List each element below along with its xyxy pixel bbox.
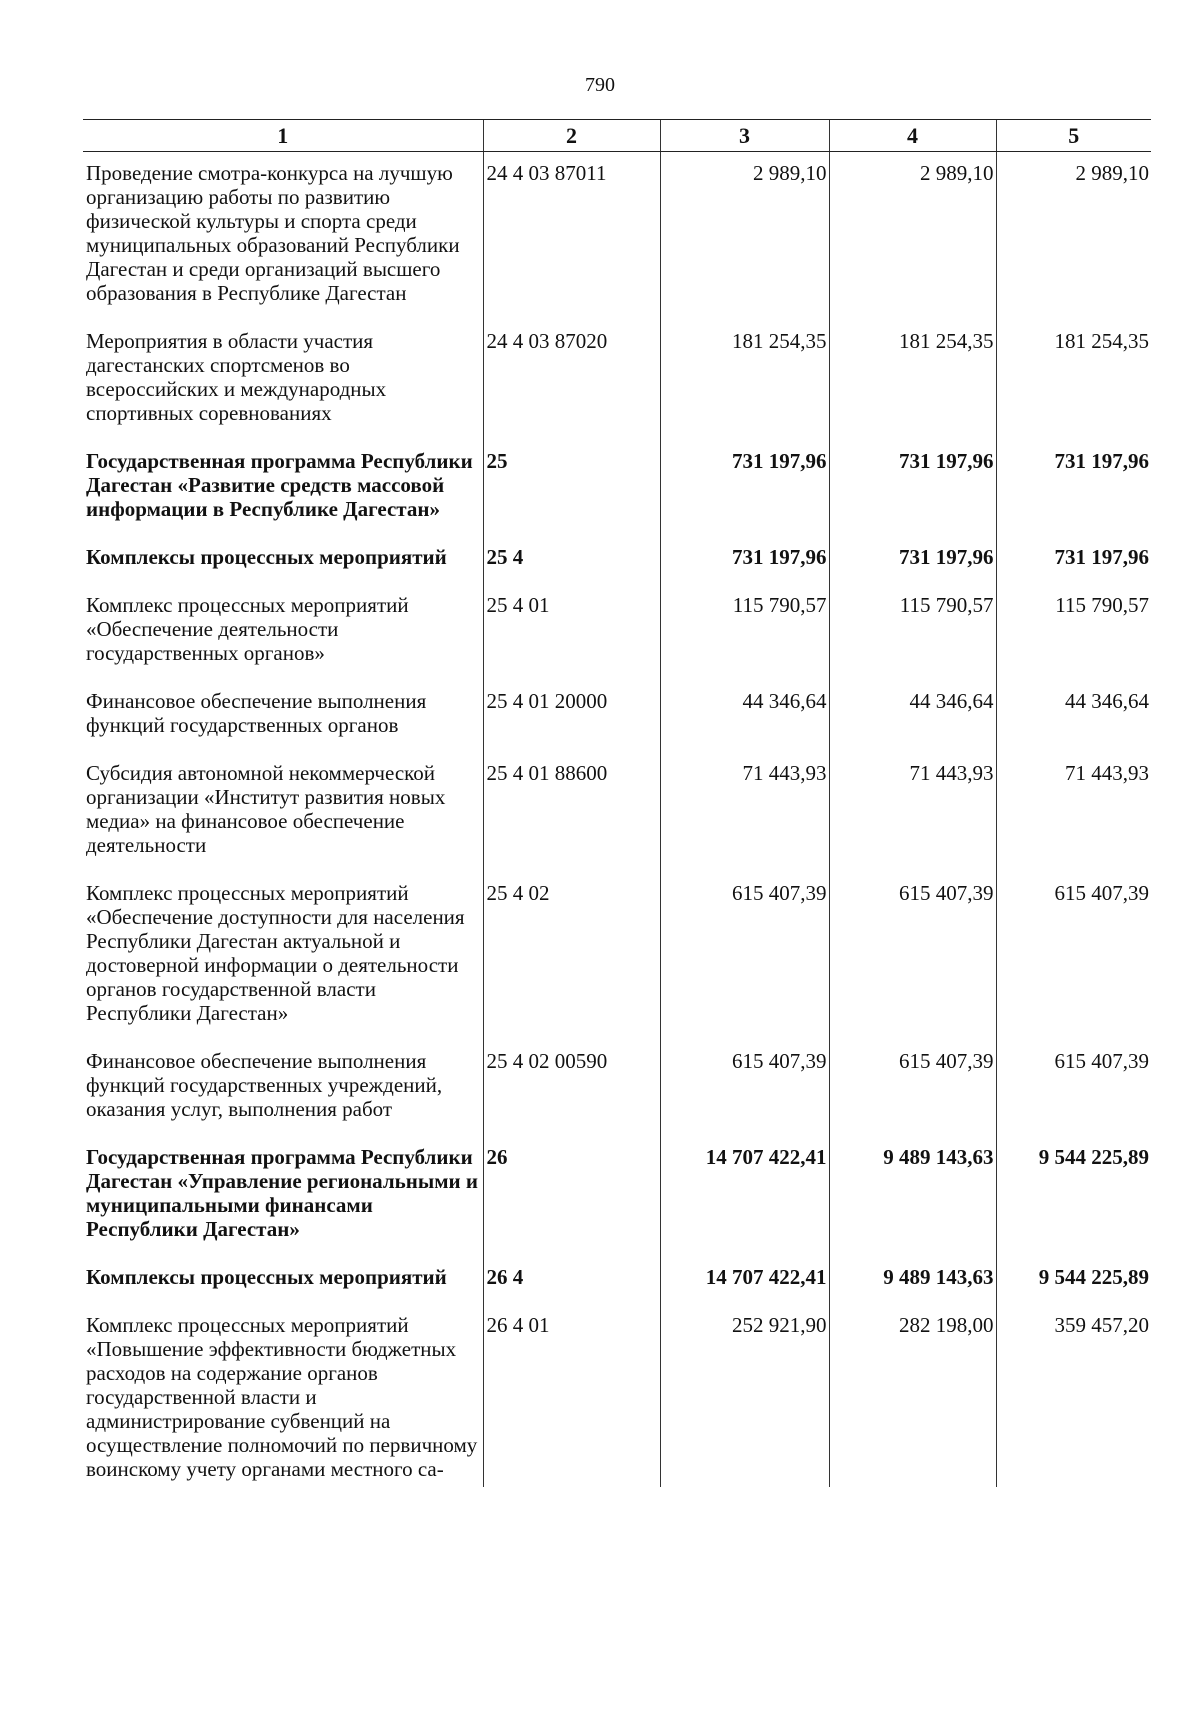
row-value-col5: 615 407,39 [996, 1040, 1151, 1136]
table-row [83, 320, 1151, 440]
row-value-col4: 9 489 143,63 [829, 1136, 996, 1256]
row-name-cell: Комплексы процессных мероприятий [86, 1265, 447, 1289]
row-value-col3: 14 707 422,41 [660, 1256, 829, 1304]
row-value-col5: 71 443,93 [996, 752, 1151, 872]
page-number: 790 [585, 74, 615, 96]
table-row [83, 872, 1151, 1040]
row-name-cell: Проведение смотра-конкурса на лучшую организацию работы по развитию физической культуры и спорта среди муниципальных образований Республики Дагестан и среди организаций высшего образования в Республике Дагестан [86, 161, 460, 305]
row-value-col4: 731 197,96 [829, 536, 996, 584]
column-header-3: 3 [660, 120, 829, 152]
row-value-col4: 115 790,57 [829, 584, 996, 680]
row-value-col5: 615 407,39 [996, 872, 1151, 1040]
row-code-cell: 25 4 [483, 536, 660, 584]
column-header-4: 4 [829, 120, 996, 152]
row-name-cell: Государственная программа Республики Дагестан «Управление региональными и муниципальными финансами Республики Дагестан» [86, 1145, 478, 1241]
row-value-col5: 181 254,35 [996, 320, 1151, 440]
table-row [83, 1040, 1151, 1136]
row-value-col5: 115 790,57 [996, 584, 1151, 680]
table-row [83, 680, 1151, 752]
row-value-col3: 731 197,96 [660, 440, 829, 536]
row-name-cell: Комплекс процессных мероприятий «Повышение эффективности бюджетных расходов на содержание органов государственной власти и администрирование субвенций на осуществление полномочий по первичному воинскому учету органами местного са- [86, 1313, 478, 1481]
table-row [83, 536, 1151, 584]
row-value-col4: 615 407,39 [829, 1040, 996, 1136]
row-value-col4: 9 489 143,63 [829, 1256, 996, 1304]
row-value-col5: 731 197,96 [996, 536, 1151, 584]
column-header-5: 5 [996, 120, 1151, 152]
row-value-col5: 359 457,20 [996, 1304, 1151, 1487]
row-value-col4: 71 443,93 [829, 752, 996, 872]
table-row [83, 584, 1151, 680]
row-value-col5: 9 544 225,89 [996, 1256, 1151, 1304]
row-value-col4: 2 989,10 [829, 152, 996, 321]
row-value-col3: 71 443,93 [660, 752, 829, 872]
row-value-col5: 2 989,10 [996, 152, 1151, 321]
row-value-col5: 9 544 225,89 [996, 1136, 1151, 1256]
row-name-cell: Субсидия автономной некоммерческой организации «Институт развития новых медиа» на финансовое обеспечение деятельности [86, 761, 446, 857]
row-code-cell: 26 4 01 [483, 1304, 660, 1487]
row-code-cell: 25 4 01 20000 [483, 680, 660, 752]
row-name-cell: Финансовое обеспечение выполнения функций государственных органов [86, 689, 427, 737]
row-value-col4: 282 198,00 [829, 1304, 996, 1487]
row-value-col4: 615 407,39 [829, 872, 996, 1040]
table-row [83, 752, 1151, 872]
row-name-cell: Государственная программа Республики Дагестан «Развитие средств массовой информации в Республике Дагестан» [86, 449, 473, 521]
column-header-2: 2 [483, 120, 660, 152]
row-value-col4: 44 346,64 [829, 680, 996, 752]
table-row [83, 440, 1151, 536]
row-code-cell: 25 4 01 88600 [483, 752, 660, 872]
column-header-1: 1 [83, 120, 483, 152]
row-code-cell: 26 [483, 1136, 660, 1256]
table-row [83, 1304, 1151, 1487]
row-value-col4: 731 197,96 [829, 440, 996, 536]
row-value-col3: 115 790,57 [660, 584, 829, 680]
row-code-cell: 25 4 01 [483, 584, 660, 680]
row-value-col3: 2 989,10 [660, 152, 829, 321]
table-row [83, 1256, 1151, 1304]
row-value-col3: 44 346,64 [660, 680, 829, 752]
row-value-col3: 615 407,39 [660, 1040, 829, 1136]
row-code-cell: 26 4 [483, 1256, 660, 1304]
row-code-cell: 25 4 02 00590 [483, 1040, 660, 1136]
row-code-cell: 24 4 03 87011 [483, 152, 660, 321]
table-header [83, 120, 1151, 152]
row-value-col3: 181 254,35 [660, 320, 829, 440]
row-code-cell: 24 4 03 87020 [483, 320, 660, 440]
row-code-cell: 25 [483, 440, 660, 536]
row-value-col3: 731 197,96 [660, 536, 829, 584]
row-value-col5: 44 346,64 [996, 680, 1151, 752]
row-value-col4: 181 254,35 [829, 320, 996, 440]
row-value-col3: 615 407,39 [660, 872, 829, 1040]
table-body [83, 152, 1151, 1488]
table-row [83, 152, 1151, 321]
row-value-col5: 731 197,96 [996, 440, 1151, 536]
budget-table [83, 119, 1151, 1487]
row-name-cell: Комплекс процессных мероприятий «Обеспечение деятельности государственных органов» [86, 593, 409, 665]
row-code-cell: 25 4 02 [483, 872, 660, 1040]
row-name-cell: Мероприятия в области участия дагестанских спортсменов во всероссийских и международных спортивных соревнованиях [86, 329, 387, 425]
row-name-cell: Финансовое обеспечение выполнения функций государственных учреждений, оказания услуг, выполнения работ [86, 1049, 443, 1121]
row-name-cell: Комплекс процессных мероприятий «Обеспечение доступности для населения Республики Дагестан актуальной и достоверной информации о деятельности органов государственной власти Республики Дагестан» [86, 881, 465, 1025]
row-value-col3: 14 707 422,41 [660, 1136, 829, 1256]
row-name-cell: Комплексы процессных мероприятий [86, 545, 447, 569]
table-row [83, 1136, 1151, 1256]
row-value-col3: 252 921,90 [660, 1304, 829, 1487]
